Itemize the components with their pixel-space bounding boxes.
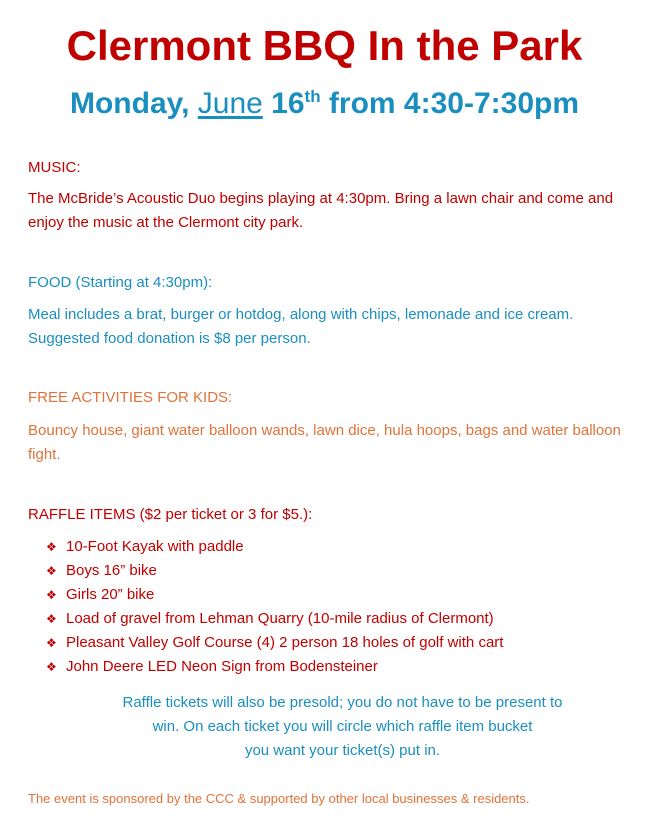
raffle-item	[46, 607, 503, 631]
event-date-number: 16	[262, 87, 305, 120]
diamond-bullet-icon: ❖	[46, 540, 57, 554]
raffle-item-label: John Deere LED Neon Sign from Bodensteiner	[66, 658, 378, 675]
raffle-item-label: Load of gravel from Lehman Quarry (10-mile radius of Clermont)	[66, 610, 494, 627]
sponsor-footer: The event is sponsored by the CCC & supported by other local businesses & residents.	[28, 791, 530, 806]
food-heading: FOOD (Starting at 4:30pm):	[28, 274, 213, 291]
diamond-bullet-icon: ❖	[46, 588, 57, 602]
raffle-heading: RAFFLE ITEMS ($2 per ticket or 3 for $5.):	[28, 506, 313, 523]
food-body: Meal includes a brat, burger or hotdog, along with chips, lemonade and ice cream. Suggested food donation is $8 per person.	[28, 306, 574, 347]
event-title: Clermont BBQ In the Park	[66, 22, 583, 69]
raffle-note-line: Raffle tickets will also be presold; you do not have to be present to	[122, 694, 563, 711]
raffle-note-line: you want your ticket(s) put in.	[244, 742, 441, 759]
event-month: June	[197, 87, 263, 120]
music-body: The McBride’s Acoustic Duo begins playing at 4:30pm. Bring a lawn chair and come and enjoy the music at the Clermont city park.	[28, 190, 614, 231]
music-heading: MUSIC:	[28, 159, 81, 176]
event-day: Monday,	[69, 87, 198, 120]
raffle-item-label: Pleasant Valley Golf Course (4) 2 person 18 holes of golf with cart	[66, 634, 504, 651]
raffle-item-label: 10-Foot Kayak with paddle	[66, 538, 244, 555]
diamond-bullet-icon: ❖	[46, 564, 57, 578]
diamond-bullet-icon: ❖	[46, 636, 57, 650]
raffle-note-line: win. On each ticket you will circle which raffle item bucket	[152, 718, 533, 735]
raffle-presold-note	[60, 691, 625, 763]
event-date-suffix: th	[304, 87, 321, 106]
raffle-item	[46, 559, 503, 583]
raffle-item-label: Girls 20” bike	[66, 586, 155, 603]
activities-heading: FREE ACTIVITIES FOR KIDS:	[28, 389, 233, 406]
raffle-item	[46, 631, 503, 655]
raffle-item-label: Boys 16” bike	[66, 562, 157, 579]
event-time: from 4:30-7:30pm	[320, 87, 580, 120]
diamond-bullet-icon: ❖	[46, 660, 57, 674]
diamond-bullet-icon: ❖	[46, 612, 57, 626]
raffle-item	[46, 655, 503, 679]
raffle-item	[46, 583, 503, 607]
raffle-item	[46, 535, 503, 559]
event-date-time	[0, 82, 649, 126]
raffle-items-list	[46, 535, 503, 679]
activities-body: Bouncy house, giant water balloon wands, lawn dice, hula hoops, bags and water balloon fight.	[28, 422, 621, 463]
